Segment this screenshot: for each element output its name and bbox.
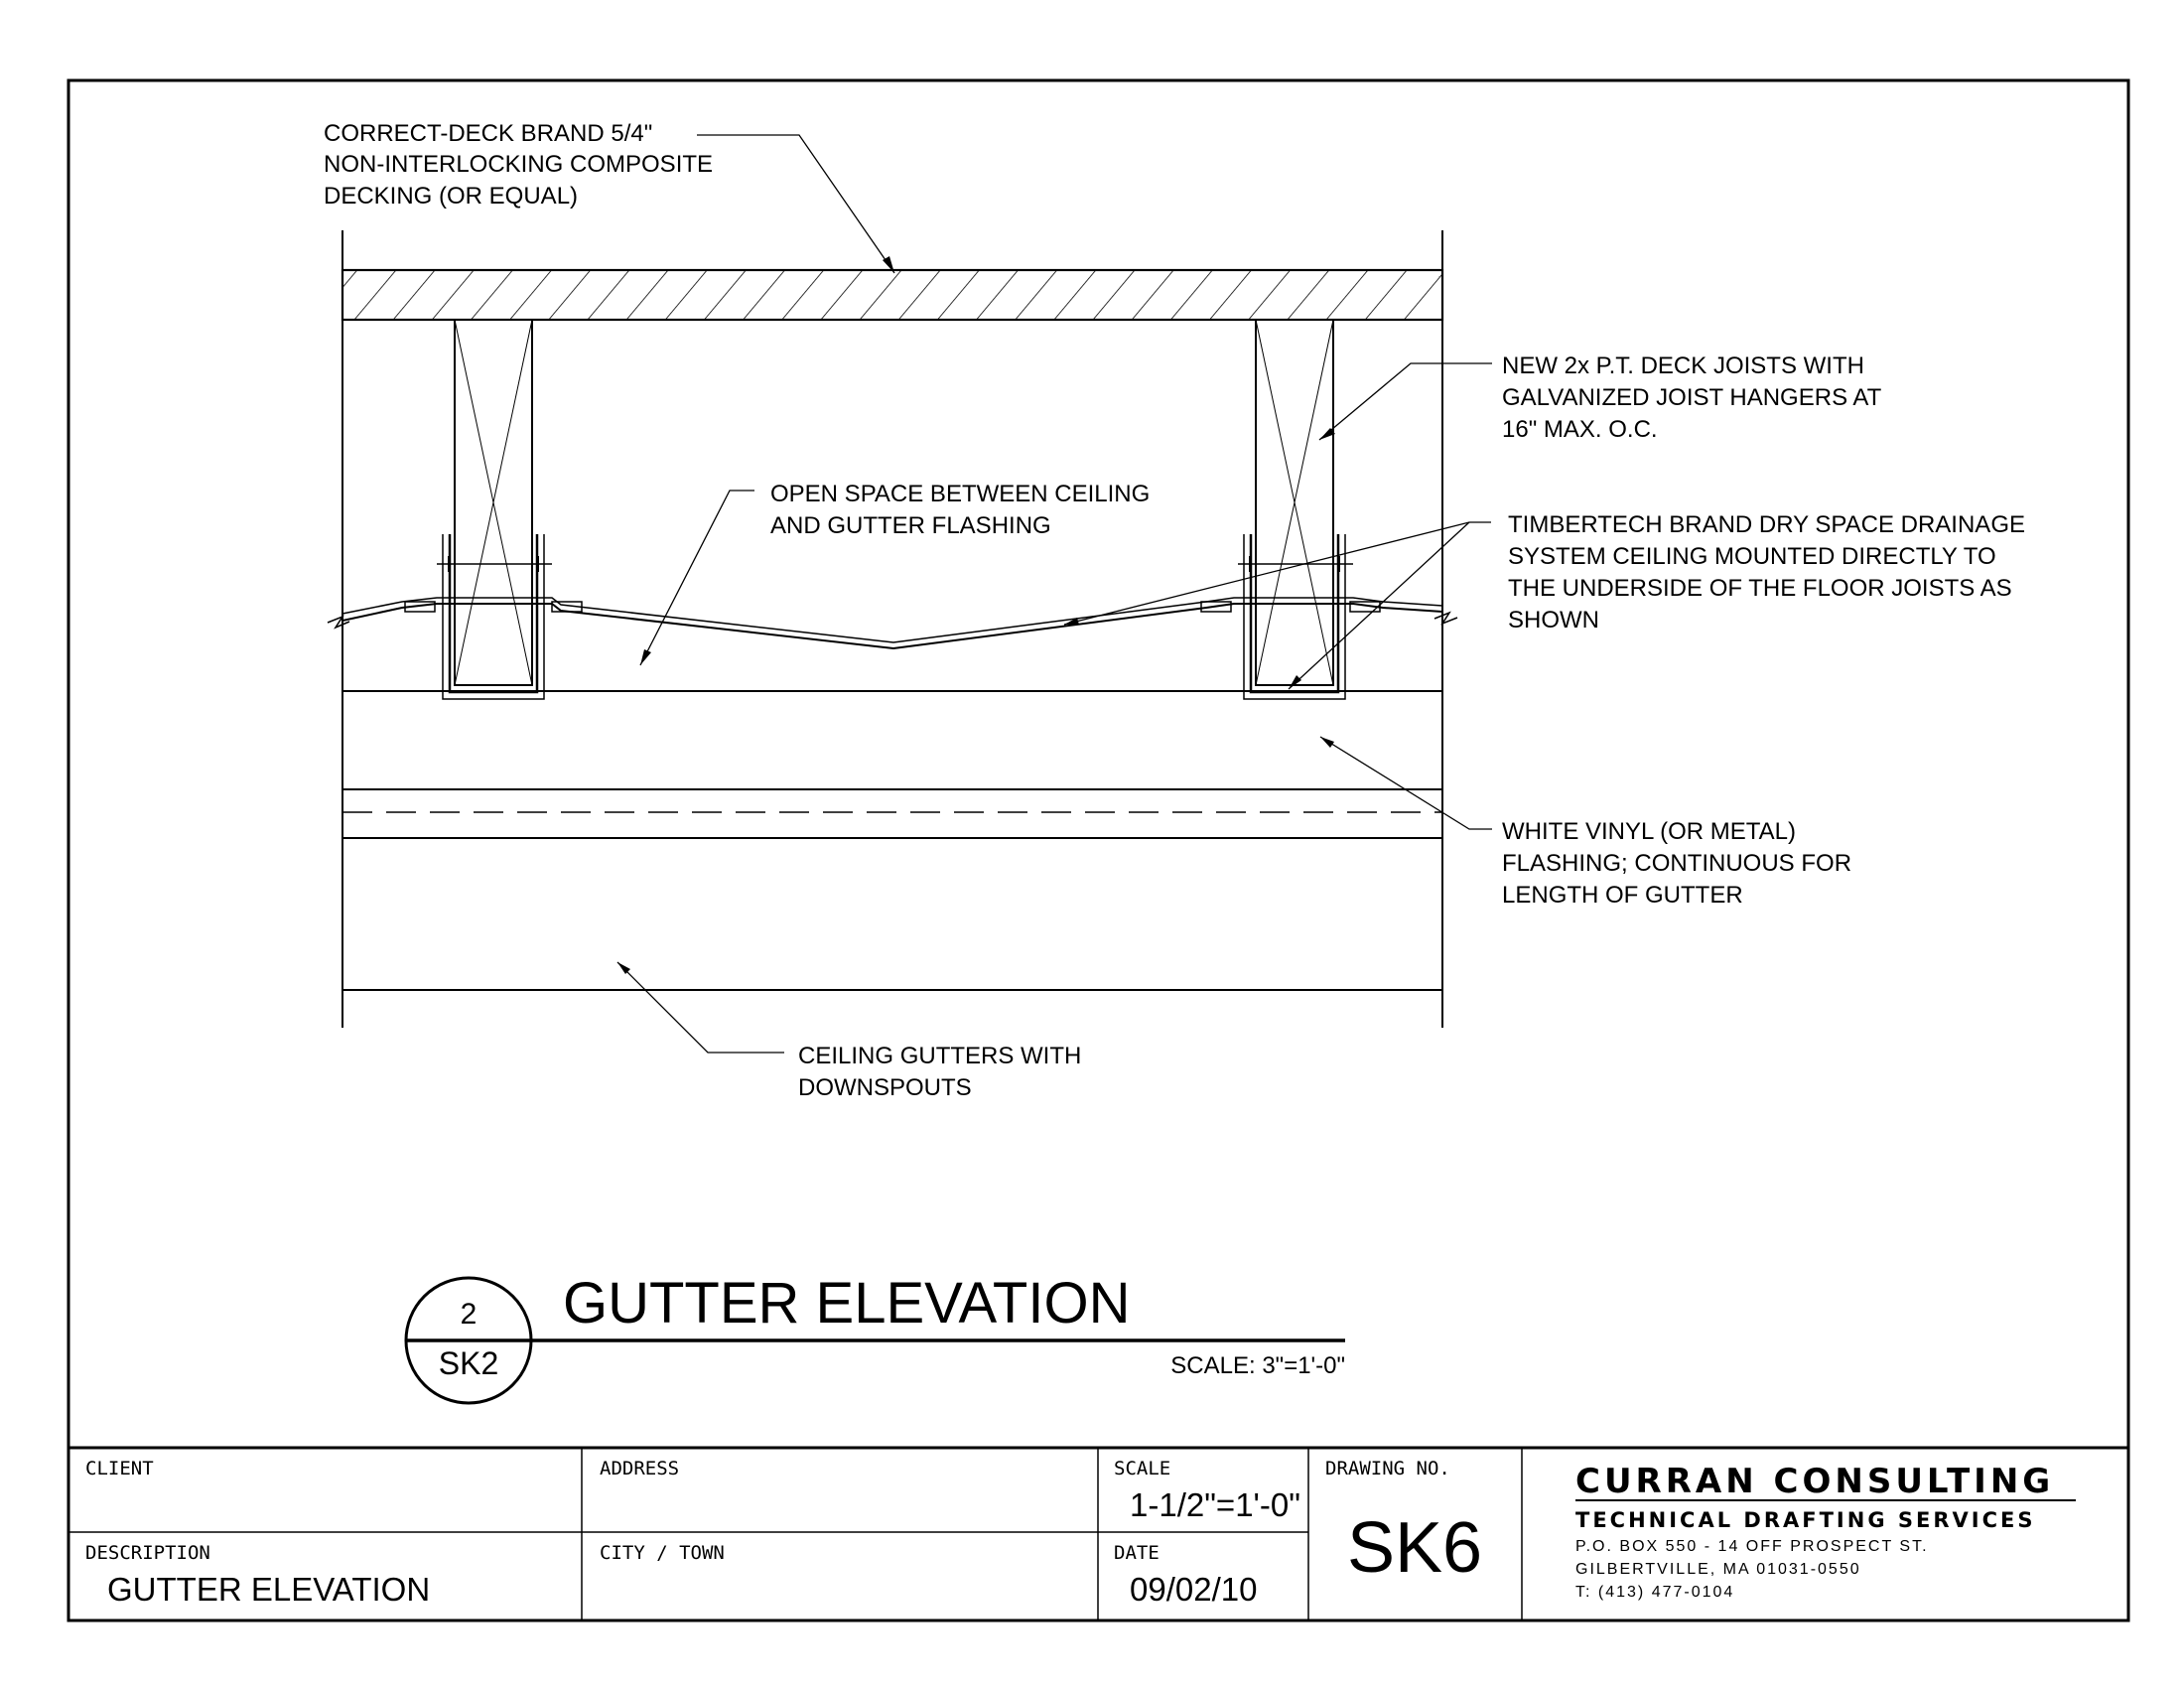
date-label: DATE: [1114, 1542, 1160, 1564]
callout-flashing-line-3: LENGTH OF GUTTER: [1502, 882, 1743, 909]
description-value: GUTTER ELEVATION: [107, 1571, 431, 1608]
break-line-right: [1434, 613, 1457, 624]
callout-open-space-line-1: OPEN SPACE BETWEEN CEILING: [770, 481, 1151, 507]
address-label: ADDRESS: [600, 1458, 680, 1479]
callout-joists-line-3: 16" MAX. O.C.: [1502, 416, 1658, 443]
detail-title-mark: [406, 1271, 1345, 1403]
callout-gutters-line-2: DOWNSPOUTS: [798, 1074, 972, 1101]
callout-flashing-line-2: FLASHING; CONTINUOUS FOR: [1502, 850, 1852, 877]
callout-decking-line-2: NON-INTERLOCKING COMPOSITE: [324, 151, 714, 178]
composite-decking: [342, 270, 1442, 320]
deck-joist-right: [1238, 320, 1353, 699]
deck-joist-left: [437, 320, 552, 699]
callout-drainage-line-4: SHOWN: [1508, 607, 1599, 633]
client-label: CLIENT: [85, 1458, 154, 1479]
callout-joists: [1502, 352, 1882, 443]
callout-drainage-line-1: TIMBERTECH BRAND DRY SPACE DRAINAGE: [1508, 511, 2025, 538]
detail-scale: SCALE: 3"=1'-0": [1170, 1352, 1345, 1379]
callout-joists-line-2: GALVANIZED JOIST HANGERS AT: [1502, 384, 1882, 411]
company-tagline: TECHNICAL DRAFTING SERVICES: [1575, 1508, 2036, 1532]
callout-drainage-line-3: THE UNDERSIDE OF THE FLOOR JOISTS AS: [1508, 575, 2012, 602]
callout-drainage: [1508, 511, 2025, 633]
detail-number: 2: [460, 1298, 478, 1331]
company-address-line-2: GILBERTVILLE, MA 01031-0550: [1575, 1561, 1861, 1578]
company-name: CURRAN CONSULTING: [1575, 1462, 2055, 1501]
scale-label: SCALE: [1114, 1458, 1171, 1479]
city-town-label: CITY / TOWN: [600, 1542, 725, 1564]
date-value: 09/02/10: [1130, 1571, 1258, 1608]
scale-value: 1-1/2"=1'-0": [1130, 1486, 1300, 1523]
company-address-line-1: P.O. BOX 550 - 14 OFF PROSPECT ST.: [1575, 1538, 1929, 1555]
callout-decking-line-1: CORRECT-DECK BRAND 5/4": [324, 120, 653, 147]
callout-flashing: [1502, 818, 1851, 909]
break-line-left: [328, 617, 349, 628]
detail-sheet-ref: SK2: [438, 1345, 499, 1381]
callout-flashing-line-1: WHITE VINYL (OR METAL): [1502, 818, 1797, 845]
callout-drainage-line-2: SYSTEM CEILING MOUNTED DIRECTLY TO: [1508, 543, 1996, 570]
company-phone: T: (413) 477-0104: [1575, 1584, 1735, 1601]
description-label: DESCRIPTION: [85, 1542, 210, 1564]
callout-decking-line-3: DECKING (OR EQUAL): [324, 183, 579, 210]
drawing-number-label: DRAWING NO.: [1325, 1458, 1450, 1479]
detail-title: GUTTER ELEVATION: [563, 1271, 1131, 1336]
callout-joists-line-1: NEW 2x P.T. DECK JOISTS WITH: [1502, 352, 1864, 379]
drawing-number-value: SK6: [1346, 1508, 1483, 1588]
callout-decking: [324, 120, 713, 210]
callout-open-space-line-2: AND GUTTER FLASHING: [770, 512, 1051, 539]
gutter-section-drawing: [328, 230, 1457, 1028]
callout-gutters-line-1: CEILING GUTTERS WITH: [798, 1043, 1082, 1069]
callout-gutters: [798, 1043, 1081, 1101]
company-block: [1575, 1462, 2076, 1601]
callout-open-space: [770, 481, 1150, 539]
